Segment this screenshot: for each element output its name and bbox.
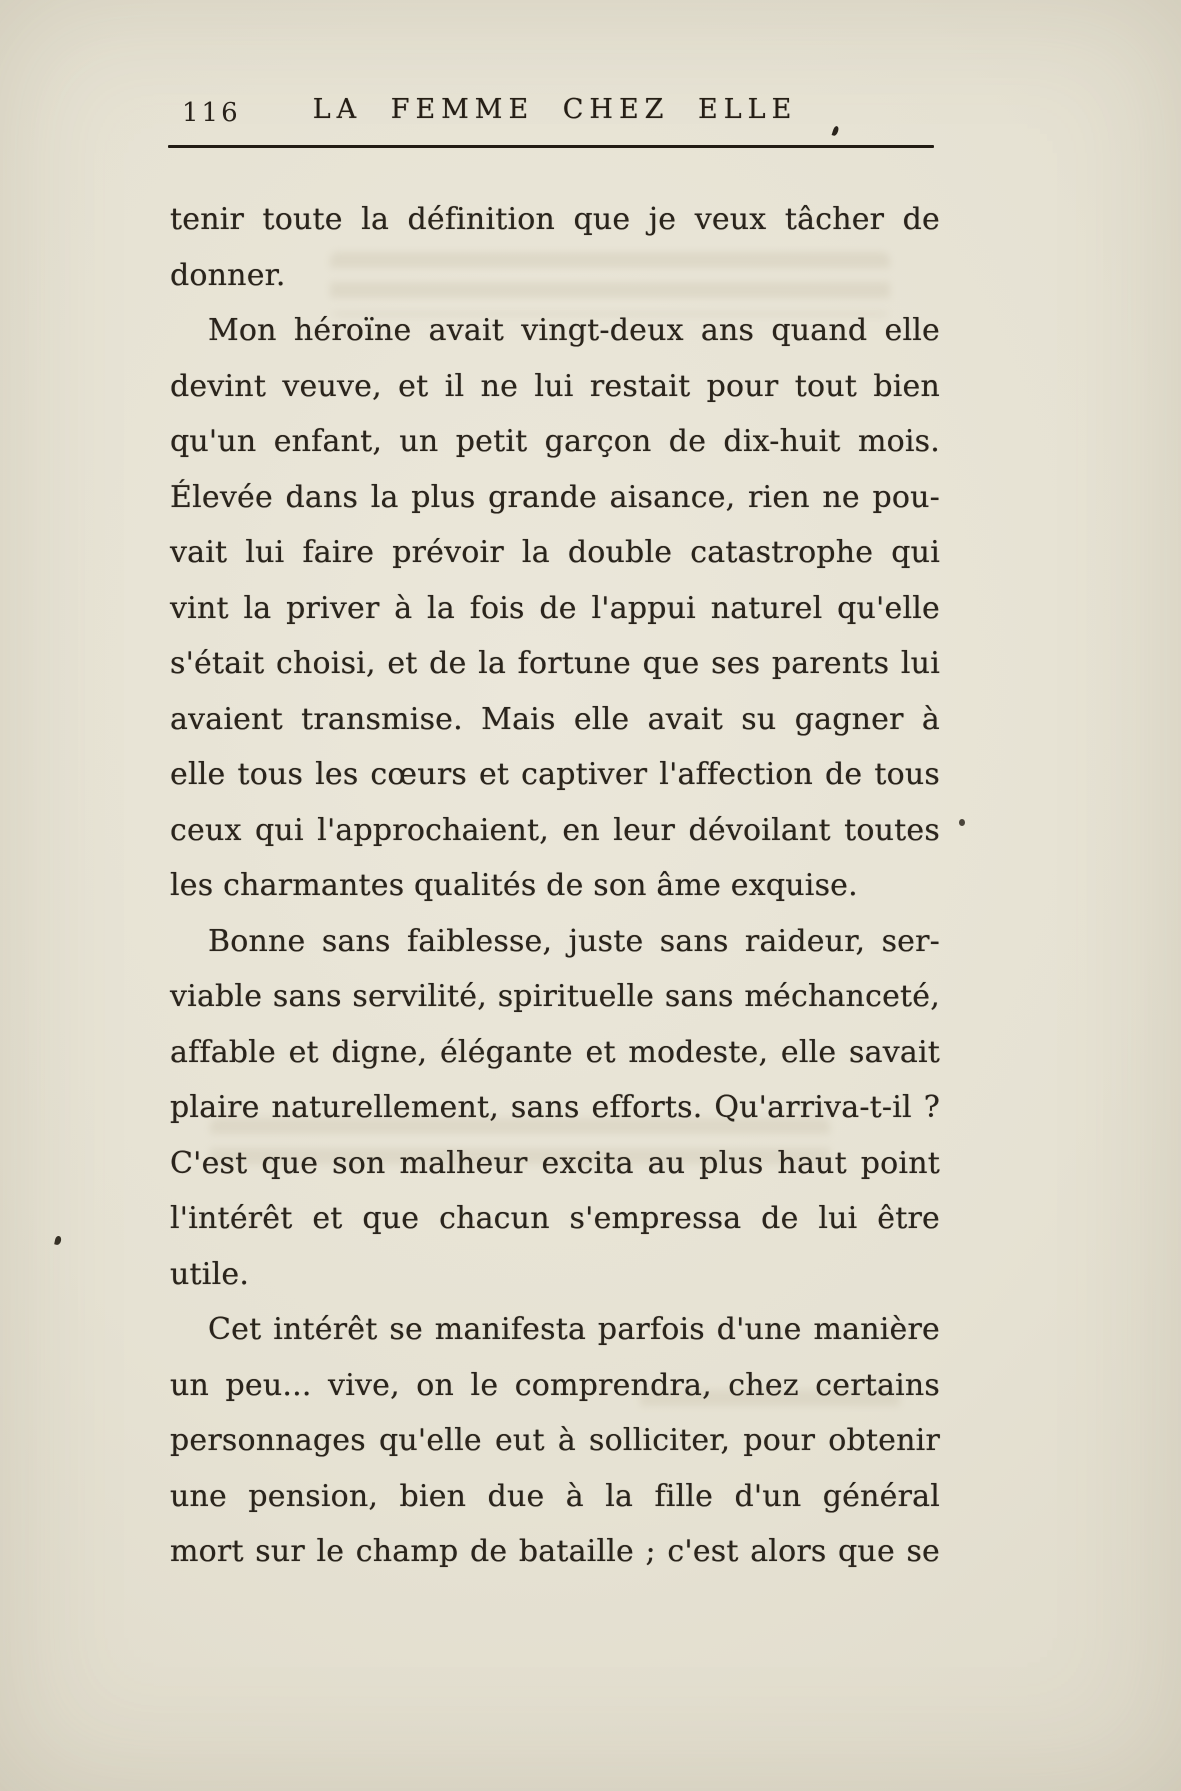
text-line: utile. [170, 1256, 250, 1292]
text-line: avaient transmise. Mais elle avait su gagner à [170, 701, 940, 737]
text-line: mort sur le champ de bataille ; c'est alors que se [170, 1534, 940, 1569]
page-number: 116 [182, 98, 241, 128]
text-line: ceux qui l'approchaient, en leur dévoilant toutes [170, 812, 940, 848]
text-line: elle tous les cœurs et captiver l'affection de tous [170, 757, 940, 792]
text-line: vint la priver à la fois de l'appui naturel qu'elle [170, 590, 940, 626]
text-line: qu'un enfant, un petit garçon de dix-huit mois. [170, 424, 940, 459]
ink-speck [959, 819, 965, 826]
text-line: viable sans servilité, spirituelle sans méchanceté, [170, 979, 940, 1014]
text-line: Bonne sans faiblesse, juste sans raideur, ser- [208, 923, 940, 959]
text-line: C'est que son malheur excita au plus haut point [170, 1145, 940, 1181]
text-line: s'était choisi, et de la fortune que ses parents lui [170, 646, 940, 681]
text-line: Élevée dans la plus grande aisance, rien ne pou- [170, 479, 940, 515]
text-line: Mon héroïne avait vingt-deux ans quand elle [208, 313, 940, 348]
text-line: vait lui faire prévoir la double catastrophe qui [170, 535, 940, 570]
text-line: personnages qu'elle eut à solliciter, pour obtenir [170, 1423, 940, 1458]
text-line: l'intérêt et que chacun s'empressa de lui être [170, 1201, 940, 1236]
text-line: donner. [170, 257, 286, 293]
text-line: Cet intérêt se manifesta parfois d'une manière [208, 1312, 940, 1347]
text-line: tenir toute la définition que je veux tâcher de [170, 202, 940, 237]
text-line: plaire naturellement, sans efforts. Qu'arriva-t-il ? [170, 1090, 940, 1125]
ink-speck [54, 1235, 62, 1245]
running-title: LA FEMME CHEZ ELLE [312, 94, 798, 125]
text-line: une pension, bien due à la fille d'un général [170, 1478, 940, 1514]
text-line: un peu... vive, on le comprendra, chez certains [170, 1367, 940, 1403]
text-line: affable et digne, élégante et modeste, elle savait [170, 1034, 940, 1070]
header-rule [168, 145, 934, 148]
text-line: devint veuve, et il ne lui restait pour tout bien [170, 368, 940, 404]
text-line: les charmantes qualités de son âme exquise. [170, 868, 858, 903]
page-text [170, 192, 940, 1580]
page-header [170, 94, 940, 134]
